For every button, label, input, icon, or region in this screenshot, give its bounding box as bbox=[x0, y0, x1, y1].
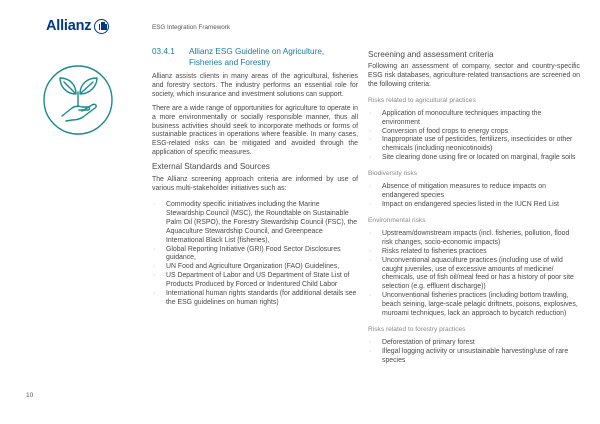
allianz-eagle-icon bbox=[94, 19, 109, 34]
document-title: ESG Integration Framework bbox=[152, 24, 231, 31]
screening-approach-paragraph: The Allianz screening approach criteria are informed by use of various multi-stakeholder initiatives such as: bbox=[152, 176, 358, 193]
agricultural-risks-heading: Risks related to agricultural practices bbox=[368, 96, 476, 104]
list-item: · Illegal logging activity or unsustainable harvesting/use of rare species bbox=[368, 348, 580, 366]
list-item: · US Department of Labor and US Department of State List of Products Produced by Forced or Indentured Child Labor bbox=[152, 272, 358, 290]
section-heading bbox=[152, 47, 358, 68]
list-item: · Conversion of food crops to energy crops bbox=[368, 128, 580, 137]
list-item: · Global Reporting Initiative (GRI) Food Sector Disclosures guidance, bbox=[152, 246, 358, 264]
logo-text: Allianz bbox=[46, 18, 92, 34]
left-column bbox=[152, 47, 358, 308]
page-number: 10 bbox=[26, 392, 34, 399]
list-item: · Unconventional aquaculture practices (including use of wild caught juveniles, use of excessive amounts of medicine/ chemicals, use of fish oil/meal feed or has a history of poor site selection (e.g. effluent discharge)) bbox=[368, 257, 580, 293]
list-item: · International human rights standards (for additional details see the ESG guidelines on human rights) bbox=[152, 290, 358, 308]
initiatives-list bbox=[152, 201, 358, 308]
right-column bbox=[368, 50, 580, 366]
forestry-risks-heading: Risks related to forestry practices bbox=[368, 325, 466, 333]
opportunities-paragraph: There are a wide range of opportunities for agriculture to operate in a more environmentally or socially responsible manner, thus all business activities should seek to incorporate methods or forms of sustainable practices in operations where feasible. In many cases, ESG-related risks can be mitigated and avoided through the application of specific measures. bbox=[152, 104, 358, 157]
screening-intro: Following an assessment of company, sector and country-specific ESG risk databases, agriculture-related transactions are screened on the following criteria: bbox=[368, 63, 580, 88]
list-item: · Unconventional fisheries practices (including bottom trawling, beach seining, large-scale pelagic driftnets, poisons, explosives, muroami techniques, lack an approach to bycatch reduction) bbox=[368, 292, 580, 319]
plant-in-hand-icon bbox=[42, 64, 114, 136]
screening-criteria-heading: Screening and assessment criteria bbox=[368, 50, 494, 59]
section-number: 03.4.1 bbox=[152, 47, 175, 56]
allianz-logo bbox=[46, 18, 109, 34]
list-item: · Deforestation of primary forest bbox=[368, 339, 580, 348]
list-item: · Absence of mitigation measures to reduce impacts on endangered species bbox=[368, 183, 580, 201]
environmental-risks-list bbox=[368, 230, 580, 319]
intro-paragraph: Allianz assists clients in many areas of the agricultural, fisheries and forestry sectors. The industry performs an essential role for society, which insurance and investment solutions can support. bbox=[152, 73, 358, 98]
list-item: · Risks related to fisheries practices bbox=[368, 248, 580, 257]
forestry-risks-list bbox=[368, 339, 580, 366]
list-item: · Inappropriate use of pesticides, fertilizers, insecticides or other chemicals (including neonicotinoids) bbox=[368, 136, 580, 154]
biodiversity-risks-heading: Biodiversity risks bbox=[368, 170, 418, 178]
agricultural-risks-list bbox=[368, 110, 580, 163]
environmental-risks-heading: Environmental risks bbox=[368, 216, 426, 224]
list-item: · UN Food and Agriculture Organization (FAO) Guidelines, bbox=[152, 263, 358, 272]
list-item: · Upstream/downstream impacts (incl. fisheries, pollution, flood risk changes, socio-economic impacts) bbox=[368, 230, 580, 248]
section-title: Allianz ESG Guideline on Agriculture, Fisheries and Forestry bbox=[189, 47, 325, 67]
external-standards-heading: External Standards and Sources bbox=[152, 162, 270, 172]
list-item: · Site clearing done using fire or located on marginal, fragile soils bbox=[368, 154, 580, 163]
list-item: · Commodity specific initiatives including the Marine Stewardship Council (MSC), the Roundtable on Sustainable Palm Oil (RSPO), the Forestry Stewardship Council (FSC), the Aquaculture Stewardship Council, and Greenpeace International Black List (fisheries), bbox=[152, 201, 358, 246]
list-item: · Application of monoculture techniques impacting the environment bbox=[368, 110, 580, 128]
list-item: · Impact on endangered species listed in the IUCN Red List bbox=[368, 201, 580, 210]
biodiversity-risks-list bbox=[368, 183, 580, 210]
